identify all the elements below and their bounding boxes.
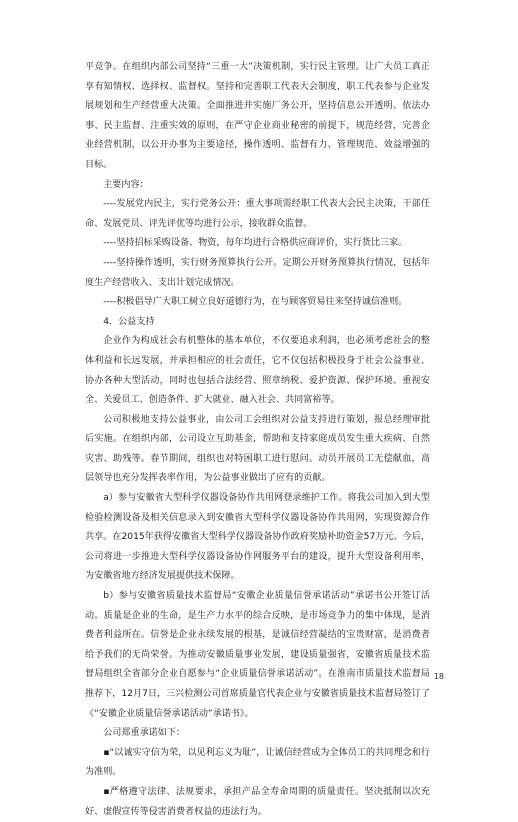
paragraph: 平竞争。在组织内部公司坚持“三重一大”决策机制，实行民主管理。让广大员工真正享有知情权、选择权、监督权。坚持和完善职工代表大会制度，职工代表参与企业发展规划和生产经营重大决策。全面推进并实施厂务公开，坚持信息公开透明、依法办事、民主监督、注重实效的原则，在严守企业商业秘密的前提下，规范经营，完善企业经营机制，以公开办事为主要途径，操作透明、监督有力、管理规范、效益增强的目标。 [85, 62, 430, 170]
paragraph: ----发展党内民主，实行党务公开：重大事项需经职工代表大会民主决策，干部任命、发展党员、评先评优等均进行公示，接收群众监督。 [85, 199, 430, 229]
paragraph: b）参与安徽省质量技术监督局“安徽企业质量信誉承诺活动”承诺书公开签订活动。质量是企业的生命，是生产力水平的综合反映，是市场竞争力的集中体现，是消费者利益所在。信誉是企业永续发展的根基，是诚信经营凝结的宝贵财富，是消费者给予我们的无尚荣誉。为推动安徽质量事业发展，建设质量强省，安徽省质量技术监督局组织全省部分企业自愿参与“企业质量信誉承诺活动”。在淮南市质量技术监督局推荐下，12月7日，三兴检测公司首席质量官代表企业与安徽省质量技术监督局签订了《“安徽企业质量信誉承诺活动”承诺书》。 [85, 591, 430, 719]
paragraph: 企业作为构成社会有机整体的基本单位，不仅要追求利润，也必须考虑社会的整体利益和长远发展，并承担相应的社会责任，它不仅包括积极投身于社会公益事业、协办各种大型活动，同时也包括合法经营、照章纳税、爱护资源、保护环境、重视安全、关爱员工、创造条件、扩大就业、融入社会、共同富裕等。 [85, 336, 430, 406]
paragraph: ----积极倡导广大职工树立良好道德行为，在与顾客贸易往来坚持诚信准则。 [103, 297, 408, 308]
paragraph: ----坚持操作透明，实行财务预算执行公开。定期公开财务预算执行情况，包括年度生产经营收入、支出计划完成情况。 [85, 257, 430, 288]
page-number: 18 [433, 672, 444, 681]
paragraph: ----坚持招标采购设备、物资，每年均进行合格供应商评价，实行货比三家。 [103, 238, 408, 249]
paragraph: 主要内容： [103, 179, 149, 190]
paragraph: 4．公益支持 [103, 316, 155, 327]
paragraph: 公司郑重承诺如下： [103, 728, 186, 739]
paragraph: 公司积极地支持公益事业，由公司工会组织对公益支持进行策划，报总经理审批后实施。在组织内部，公司设立互助基金，帮助和支持家庭成员发生重大疾病、自然灾害、助残等。春节期间，组织也对特困职工进行慰问。动员开展员工无偿献血，高层领导也充分发挥表率作用，为公益事业做出了应有的贡献。 [85, 414, 430, 484]
paragraph: a）参与安徽省大型科学仪器设备协作共用网登录维护工作。将我公司加入到大型检验检测设备及相关信息录入到安徽省大型科学仪器设备协作共用网，实现资源合作共享。在2015年获得安徽省大型科学仪器设备协作政府奖励补助资金57万元。今后，公司将进一步推进大型科学仪器设备协作网服务平台的建设，提升大型设备利用率，为安徽省地方经济发展提供技术保障。 [85, 493, 430, 582]
paragraph: ▪“以诚实守信为荣，以见利忘义为耻”，让诚信经营成为全体员工的共同理念和行为准则。 [85, 747, 430, 778]
body-text [85, 58, 430, 822]
paragraph: ▪严格遵守法律、法规要求，承担产品全寿命周期的质量责任。坚决抵制以次充好、虚假宣传等侵害消费者权益的违法行为。 [85, 786, 430, 817]
